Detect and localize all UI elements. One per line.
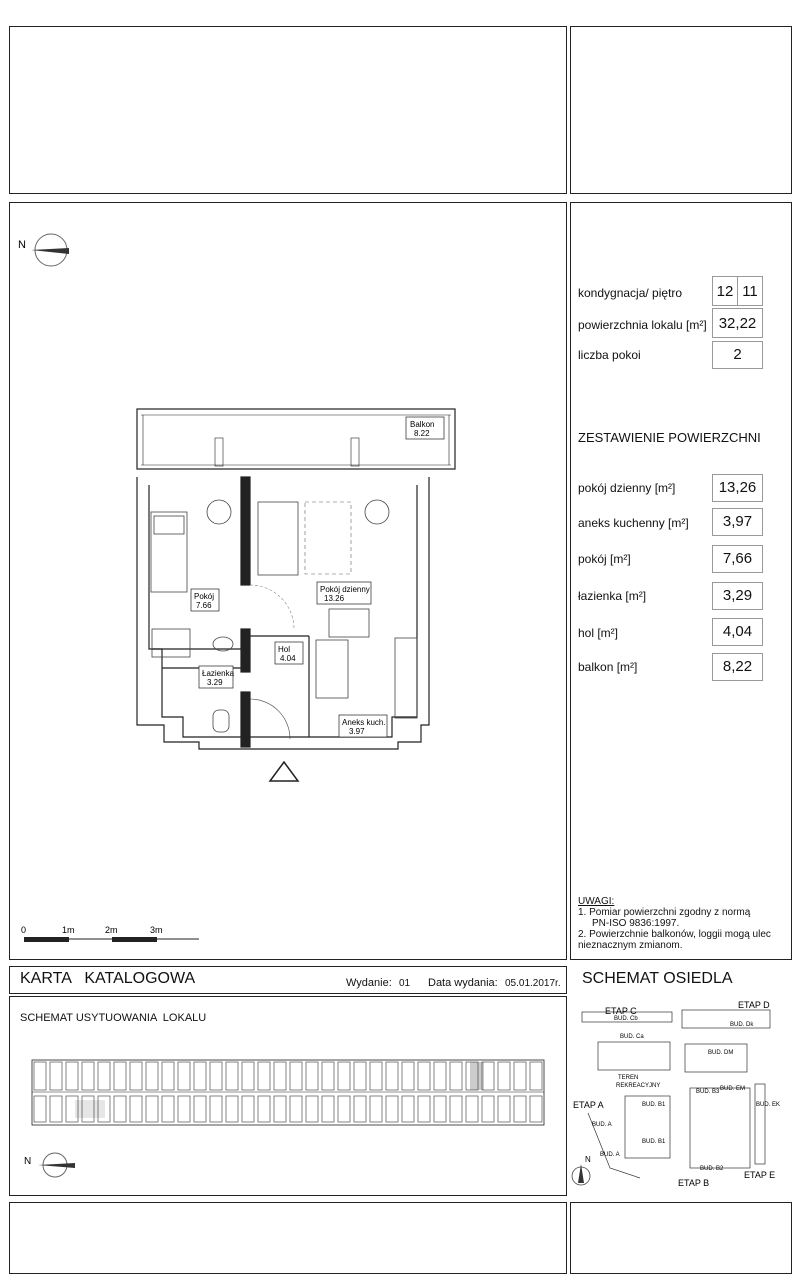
unit-cell: [402, 1062, 414, 1090]
room-lazienka: [199, 666, 235, 688]
unit-cell: [242, 1096, 254, 1122]
recreation-2: REKREACYJNY: [616, 1083, 661, 1089]
notes-line-3: 2. Powierzchnie balkonów, loggii mogą ulec: [578, 929, 771, 940]
entrance-triangle-icon: [270, 762, 298, 781]
location-title: SCHEMAT USYTUOWANIA LOKALU: [20, 1012, 207, 1024]
floor-plan-svg: [9, 202, 567, 960]
unit-cell: [66, 1062, 78, 1090]
unit-cell: [258, 1096, 270, 1122]
svg-text:13.26: 13.26: [324, 594, 345, 603]
notes-line-2: PN-ISO 9836:1997.: [592, 918, 680, 929]
unit-cell: [162, 1096, 174, 1122]
notes: [578, 896, 771, 951]
unit-cell: [434, 1096, 446, 1122]
dining-table: [329, 609, 369, 637]
svg-text:BUD. A: BUD. A: [600, 1152, 620, 1158]
estate-map-svg: [570, 998, 792, 1194]
unit-cell: [514, 1096, 526, 1122]
unit-cell: [402, 1096, 414, 1122]
svg-text:7.66: 7.66: [196, 601, 212, 610]
floor-label: kondygnacja/ piętro: [578, 286, 683, 300]
unit-cell: [210, 1096, 222, 1122]
summary-value-4: 4,04: [712, 618, 763, 646]
summary-label-2: pokój [m²]: [578, 552, 631, 566]
room-hol: [275, 642, 303, 664]
unit-cell: [82, 1062, 94, 1090]
unit-cell: [418, 1062, 430, 1090]
svg-text:2m: 2m: [105, 925, 118, 935]
location-plan-svg: [20, 1050, 550, 1180]
svg-text:Hol: Hol: [278, 645, 291, 654]
armchair-right: [365, 500, 389, 524]
svg-text:3.97: 3.97: [349, 727, 365, 736]
svg-text:N: N: [24, 1156, 32, 1167]
stage-a: ETAP A: [573, 1100, 604, 1110]
unit-cell: [322, 1096, 334, 1122]
unit-cell: [194, 1062, 206, 1090]
svg-text:BUD. EK: BUD. EK: [756, 1102, 781, 1108]
unit-cell: [98, 1062, 110, 1090]
notes-title: UWAGI:: [578, 896, 615, 907]
bottom-right-box: [570, 1202, 792, 1274]
summary-label-4: hol [m²]: [578, 626, 619, 640]
svg-text:3m: 3m: [150, 925, 163, 935]
room-pokoj: [191, 589, 219, 611]
unit-cell: [290, 1062, 302, 1090]
unit-cell: [450, 1062, 462, 1090]
stage-b: ETAP B: [678, 1178, 710, 1188]
summary-title: ZESTAWIENIE POWIERZCHNI: [578, 430, 761, 445]
edition-label: Wydanie:: [346, 977, 392, 989]
unit-cell: [482, 1096, 494, 1122]
svg-text:4.04: 4.04: [280, 654, 296, 663]
unit-cell: [114, 1062, 126, 1090]
unit-cell: [386, 1096, 398, 1122]
north-arrow-icon: [18, 234, 69, 266]
unit-cell: [274, 1062, 286, 1090]
sofa: [258, 502, 298, 575]
recreation-1: TEREN: [618, 1075, 639, 1081]
room-pokoj-dzienny: [317, 582, 371, 604]
catalog-title: KARTA KATALOGOWA: [20, 970, 196, 987]
stage-c: ETAP C: [605, 1006, 637, 1016]
svg-text:BUD. EM: BUD. EM: [720, 1086, 746, 1092]
room-aneks: [339, 715, 387, 737]
summary-label-5: balkon [m²]: [578, 660, 638, 674]
summary-value-2: 7,66: [712, 545, 763, 573]
summary-label-3: łazienka [m²]: [578, 589, 647, 603]
summary-value-3: 3,29: [712, 582, 763, 610]
svg-text:BUD. Cb: BUD. Cb: [614, 1016, 638, 1022]
kitchen-counter: [395, 638, 417, 718]
estate-title: SCHEMAT OSIEDLA: [582, 970, 733, 987]
svg-text:8.22: 8.22: [414, 429, 430, 438]
svg-text:N: N: [585, 1155, 591, 1164]
svg-text:0: 0: [21, 925, 27, 935]
date-value: 05.01.2017r.: [505, 978, 561, 989]
unit-cell: [274, 1096, 286, 1122]
notes-line-1: 1. Pomiar powierzchni zgodny z normą: [578, 907, 751, 918]
unit-cell: [194, 1096, 206, 1122]
unit-cell: [34, 1096, 46, 1122]
bottom-box: [9, 1202, 567, 1274]
summary-value-0: 13,26: [712, 474, 763, 502]
estate-north-icon: [572, 1155, 591, 1185]
top-logo-box: [570, 26, 792, 194]
svg-text:BUD. Dk: BUD. Dk: [730, 1022, 754, 1028]
walls: [137, 477, 429, 749]
unit-cell: [146, 1062, 158, 1090]
summary-label-0: pokój dzienny [m²]: [578, 481, 676, 495]
svg-text:Balkon: Balkon: [410, 420, 435, 429]
unit-cell: [338, 1096, 350, 1122]
rooms-value: 2: [712, 341, 763, 369]
unit-cell: [338, 1062, 350, 1090]
unit-cell: [498, 1062, 510, 1090]
svg-text:Aneks kuch.: Aneks kuch.: [342, 718, 386, 727]
unit-cell: [210, 1062, 222, 1090]
fridge: [316, 640, 348, 698]
svg-text:Łazienka: Łazienka: [202, 669, 235, 678]
unit-cell: [114, 1096, 126, 1122]
svg-text:BUD. Ca: BUD. Ca: [620, 1034, 644, 1040]
armchair-left: [207, 500, 231, 524]
unit-cell: [434, 1062, 446, 1090]
unit-cell: [226, 1096, 238, 1122]
summary-label-1: aneks kuchenny [m²]: [578, 516, 689, 530]
unit-cell: [370, 1062, 382, 1090]
svg-text:BUD. B1: BUD. B1: [642, 1102, 666, 1108]
unit-cell: [50, 1062, 62, 1090]
unit-cell: [242, 1062, 254, 1090]
svg-text:BUD. B2: BUD. B2: [700, 1166, 724, 1172]
top-header-box: [9, 26, 567, 194]
area-label: powierzchnia lokalu [m²]: [578, 318, 707, 332]
unit-cell: [450, 1096, 462, 1122]
unit-cell: [530, 1096, 542, 1122]
toilet: [213, 710, 229, 732]
location-north-icon: [24, 1153, 75, 1177]
unit-cell: [418, 1096, 430, 1122]
unit-cell: [34, 1062, 46, 1090]
unit-cell: [178, 1096, 190, 1122]
summary-value-5: 8,22: [712, 653, 763, 681]
unit-cell: [130, 1062, 142, 1090]
unit-cell: [354, 1062, 366, 1090]
svg-text:BUD. B3: BUD. B3: [696, 1089, 720, 1095]
svg-text:Pokój: Pokój: [194, 592, 215, 601]
door-arc: [250, 699, 290, 739]
door-arc-2: [250, 585, 294, 629]
notes-line-4: nieznacznym zmianom.: [578, 940, 683, 951]
unit-cell: [386, 1062, 398, 1090]
unit-cell: [178, 1062, 190, 1090]
unit-cell: [258, 1062, 270, 1090]
scale-bar: [21, 925, 199, 942]
svg-text:BUD. B1: BUD. B1: [642, 1139, 666, 1145]
unit-cell: [146, 1096, 158, 1122]
area-value: 32,22: [712, 308, 763, 338]
rooms-label: liczba pokoi: [578, 348, 641, 362]
stage-e: ETAP E: [744, 1170, 776, 1180]
room-balkon: [406, 417, 444, 439]
unit-cell: [162, 1062, 174, 1090]
unit-cell: [514, 1062, 526, 1090]
svg-text:BUD. A: BUD. A: [592, 1122, 612, 1128]
summary-value-1: 3,97: [712, 508, 763, 536]
unit-cell: [290, 1096, 302, 1122]
unit-cell: [466, 1096, 478, 1122]
svg-text:BUD. DM: BUD. DM: [708, 1050, 734, 1056]
unit-cell: [306, 1062, 318, 1090]
unit-cell: [370, 1096, 382, 1122]
stage-d: ETAP D: [738, 1000, 770, 1010]
svg-text:1m: 1m: [62, 925, 75, 935]
svg-text:Pokój dzienny: Pokój dzienny: [320, 585, 370, 594]
edition-value: 01: [399, 978, 411, 989]
unit-cell: [530, 1062, 542, 1090]
floor-value-2: 11: [737, 276, 763, 306]
unit-cell: [306, 1096, 318, 1122]
svg-text:3.29: 3.29: [207, 678, 223, 687]
unit-cell: [130, 1096, 142, 1122]
floor-value-1: 12: [712, 276, 738, 306]
unit-cell: [354, 1096, 366, 1122]
date-label: Data wydania:: [428, 977, 498, 989]
unit-cell: [498, 1096, 510, 1122]
shower: [152, 629, 190, 657]
table: [305, 502, 351, 574]
unit-cell: [226, 1062, 238, 1090]
north-label: N: [18, 239, 26, 251]
unit-cell: [50, 1096, 62, 1122]
unit-cell: [322, 1062, 334, 1090]
bed: [151, 512, 187, 592]
